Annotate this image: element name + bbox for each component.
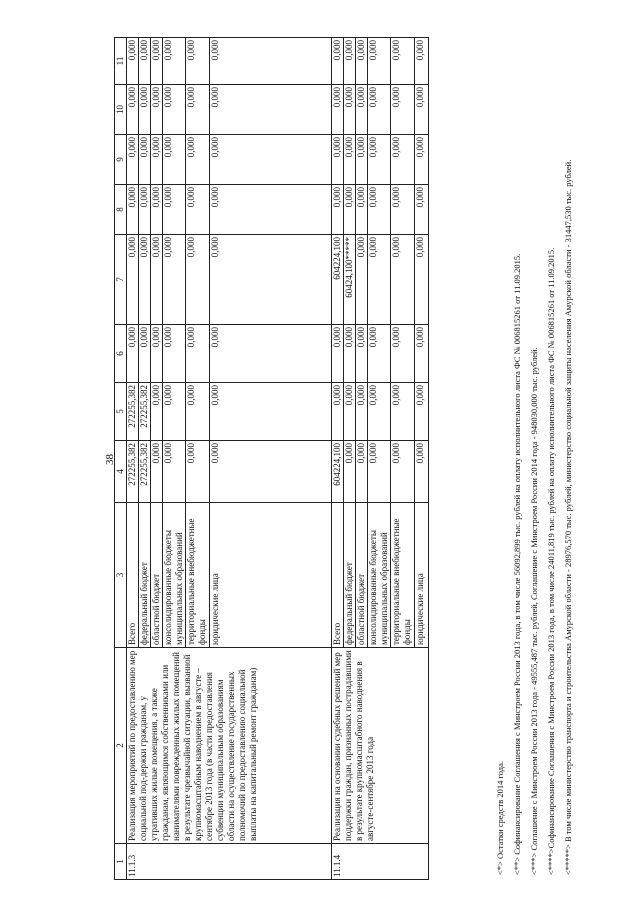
amount-cell: 0,000 (127, 185, 139, 235)
amount-cell: 0,000 (151, 135, 163, 185)
amount-cell: 0,000 (210, 185, 332, 235)
amount-cell: 0,000 (344, 85, 356, 135)
amount-cell: 0,000 (163, 441, 186, 503)
amount-cell: 0,000 (186, 235, 210, 325)
amount-cell: 0,000 (415, 441, 429, 503)
amount-cell: 0,000 (210, 135, 332, 185)
amount-cell: 0,000 (356, 441, 368, 503)
amount-cell: 0,000 (139, 325, 151, 383)
amount-cell: 0,000 (163, 235, 186, 325)
table-row (332, 38, 344, 880)
amount-cell: 604224,100 (332, 235, 344, 325)
amount-cell: 0,000 (210, 85, 332, 135)
amount-cell: 0,000 (415, 185, 429, 235)
measure-name: Реализация на основании судебных решений мер поддержки граждан, признанных пострадавшими в результате крупномасштабного наводнения в августе-сентябре 2013 года (332, 648, 429, 844)
amount-cell: 0,000 (151, 85, 163, 135)
amount-cell: 0,000 (163, 135, 186, 185)
funding-source: федеральный бюджет (344, 503, 356, 648)
amount-cell: 0,000 (163, 325, 186, 383)
measure-name: Реализация мероприятий по предоставлению мер социальной под-держки гражданам, у утративших жилые помещения, а также гражданам, являющимся собственниками или нанимателями поврежденных жилых помещений в результате чрезвычайной ситуации, вызванной крупномасштабным наводнением в августе – сентябре 2013 года (в части предоставления субвенции муниципальным образованиям области на осуществление государственных полномочий по предоставлению социальной выплаты на капитальный ремонт гражданам) (127, 648, 332, 844)
amount-cell: 0,000 (344, 135, 356, 185)
amount-cell: 0,000 (344, 383, 356, 441)
amount-cell: 0,000 (368, 383, 391, 441)
amount-cell: 0,000 (151, 441, 163, 503)
funding-source: юридические лица (415, 503, 429, 648)
amount-cell: 0,000 (210, 38, 332, 85)
amount-cell: 0,000 (391, 383, 415, 441)
header-cell: 10 (115, 85, 127, 135)
amount-cell: 0,000 (344, 441, 356, 503)
footnote: <*> Остатки средств 2014 года. (495, 760, 505, 875)
amount-cell: 0,000 (186, 185, 210, 235)
amount-cell: 0,000 (368, 135, 391, 185)
amount-cell: 0,000 (368, 441, 391, 503)
funding-source: юридические лица (210, 503, 332, 648)
funding-source: Всего (332, 503, 344, 648)
table-row (127, 38, 139, 880)
amount-cell: 0,000 (415, 383, 429, 441)
amount-cell: 0,000 (210, 441, 332, 503)
amount-cell: 0,000 (391, 38, 415, 85)
amount-cell: 0,000 (356, 85, 368, 135)
amount-cell: 0,000 (332, 135, 344, 185)
amount-cell: 0,000 (127, 235, 139, 325)
header-cell: 7 (115, 235, 127, 325)
amount-cell: 0,000 (151, 38, 163, 85)
amount-cell: 0,000 (368, 38, 391, 85)
amount-cell: 0,000 (415, 235, 429, 325)
amount-cell: 0,000 (139, 135, 151, 185)
header-cell: 3 (115, 503, 127, 648)
amount-cell: 0,000 (127, 325, 139, 383)
footnote: <*****> В том числе министерство транспорта и строительства Амурской области - 28976,570 тыс. рублей, министерство социальной защиты населения Амурской области - 31447,530 тыс. рублей. (563, 159, 573, 875)
amount-cell: 0,000 (332, 85, 344, 135)
amount-cell: 0,000 (163, 85, 186, 135)
amount-cell: 0,000 (139, 38, 151, 85)
funding-source: консолидированные бюджеты муниципальных образований (163, 503, 186, 648)
amount-cell: 0,000 (344, 185, 356, 235)
table-body (127, 38, 429, 880)
amount-cell: 0,000 (368, 235, 391, 325)
amount-cell: 0,000 (186, 85, 210, 135)
amount-cell: 272255,382 (127, 383, 139, 441)
amount-cell: 0,000 (356, 38, 368, 85)
footnote: <****>Софинансирование Соглашения с Минстроем России 2013 года, в том числе 24011,819 тыс. рублей на оплату исполнительного листа ФС № 006815261 от 11.09.2015. (546, 247, 556, 875)
header-cell: 9 (115, 135, 127, 185)
funding-source: областной бюджет (151, 503, 163, 648)
amount-cell: 0,000 (139, 235, 151, 325)
amount-cell: 0,000 (391, 135, 415, 185)
amount-cell: 0,000 (163, 185, 186, 235)
amount-cell: 0,000 (210, 325, 332, 383)
amount-cell: 0,000 (391, 441, 415, 503)
header-cell: 4 (115, 441, 127, 503)
amount-cell: 0,000 (210, 383, 332, 441)
row-number: 11.1.3 (127, 844, 332, 880)
funding-source: консолидированные бюджеты муниципальных образований (368, 503, 391, 648)
amount-cell: 0,000 (332, 325, 344, 383)
header-cell: 6 (115, 325, 127, 383)
amount-cell: 0,000 (332, 383, 344, 441)
footnote: <**> Софинансирование Соглашения с Минстроем России 2013 года, в том числе 56092,899 тыс. рублей на оплату исполнительного листа ФС № 006815261 от 11.09.2015. (512, 253, 522, 875)
amount-cell: 0,000 (415, 85, 429, 135)
amount-cell: 0,000 (391, 235, 415, 325)
amount-cell: 0,000 (356, 185, 368, 235)
header-cell: 8 (115, 185, 127, 235)
funding-source: областной бюджет (356, 503, 368, 648)
amount-cell: 0,000 (415, 38, 429, 85)
amount-cell: 0,000 (151, 235, 163, 325)
amount-cell: 60424,100***** (344, 235, 356, 325)
header-cell: 11 (115, 38, 127, 85)
amount-cell: 0,000 (344, 325, 356, 383)
amount-cell: 0,000 (391, 185, 415, 235)
amount-cell: 0,000 (332, 185, 344, 235)
page-number: 38 (104, 454, 116, 465)
amount-cell: 0,000 (139, 85, 151, 135)
amount-cell: 0,000 (186, 383, 210, 441)
footnote: <***> Соглашение с Минстроем России 2013 года - 49555,487 тыс. рублей, Соглашение с Минстроем России 2014 года - 948030,000 тыс. рублей. (529, 347, 539, 875)
funding-source: территориальные внебюджетные фонды (186, 503, 210, 648)
amount-cell: 0,000 (391, 85, 415, 135)
amount-cell: 0,000 (368, 325, 391, 383)
amount-cell: 0,000 (415, 135, 429, 185)
amount-cell: 0,000 (151, 185, 163, 235)
amount-cell: 0,000 (356, 325, 368, 383)
amount-cell: 0,000 (163, 383, 186, 441)
funding-source: территориальные внебюджетные фонды (391, 503, 415, 648)
header-cell: 1 (115, 844, 127, 880)
amount-cell: 0,000 (139, 185, 151, 235)
amount-cell: 0,000 (356, 135, 368, 185)
funding-source: Всего (127, 503, 139, 648)
amount-cell: 0,000 (344, 38, 356, 85)
row-number: 11.1.4 (332, 844, 429, 880)
amount-cell: 0,000 (127, 38, 139, 85)
amount-cell: 0,000 (186, 441, 210, 503)
amount-cell: 0,000 (163, 38, 186, 85)
amount-cell: 0,000 (356, 383, 368, 441)
amount-cell: 604224,100 (332, 441, 344, 503)
amount-cell: 0,000 (391, 325, 415, 383)
amount-cell: 0,000 (210, 235, 332, 325)
budget-table (114, 37, 429, 880)
header-cell: 2 (115, 648, 127, 844)
header-row (115, 38, 127, 880)
amount-cell: 0,000 (332, 38, 344, 85)
amount-cell: 272255,382 (127, 441, 139, 503)
amount-cell: 0,000 (415, 325, 429, 383)
amount-cell: 0,000 (186, 38, 210, 85)
amount-cell: 0,000 (186, 325, 210, 383)
amount-cell: 272255,382 (139, 383, 151, 441)
amount-cell: 0,000 (151, 325, 163, 383)
amount-cell: 0,000 (186, 135, 210, 185)
footnotes (492, 15, 577, 875)
amount-cell: 0,000 (368, 85, 391, 135)
amount-cell: 0,000 (356, 235, 368, 325)
amount-cell: 0,000 (151, 383, 163, 441)
amount-cell: 0,000 (127, 85, 139, 135)
amount-cell: 0,000 (127, 135, 139, 185)
amount-cell: 0,000 (368, 185, 391, 235)
amount-cell: 272255,382 (139, 441, 151, 503)
header-cell: 5 (115, 383, 127, 441)
funding-source: федеральный бюджет (139, 503, 151, 648)
